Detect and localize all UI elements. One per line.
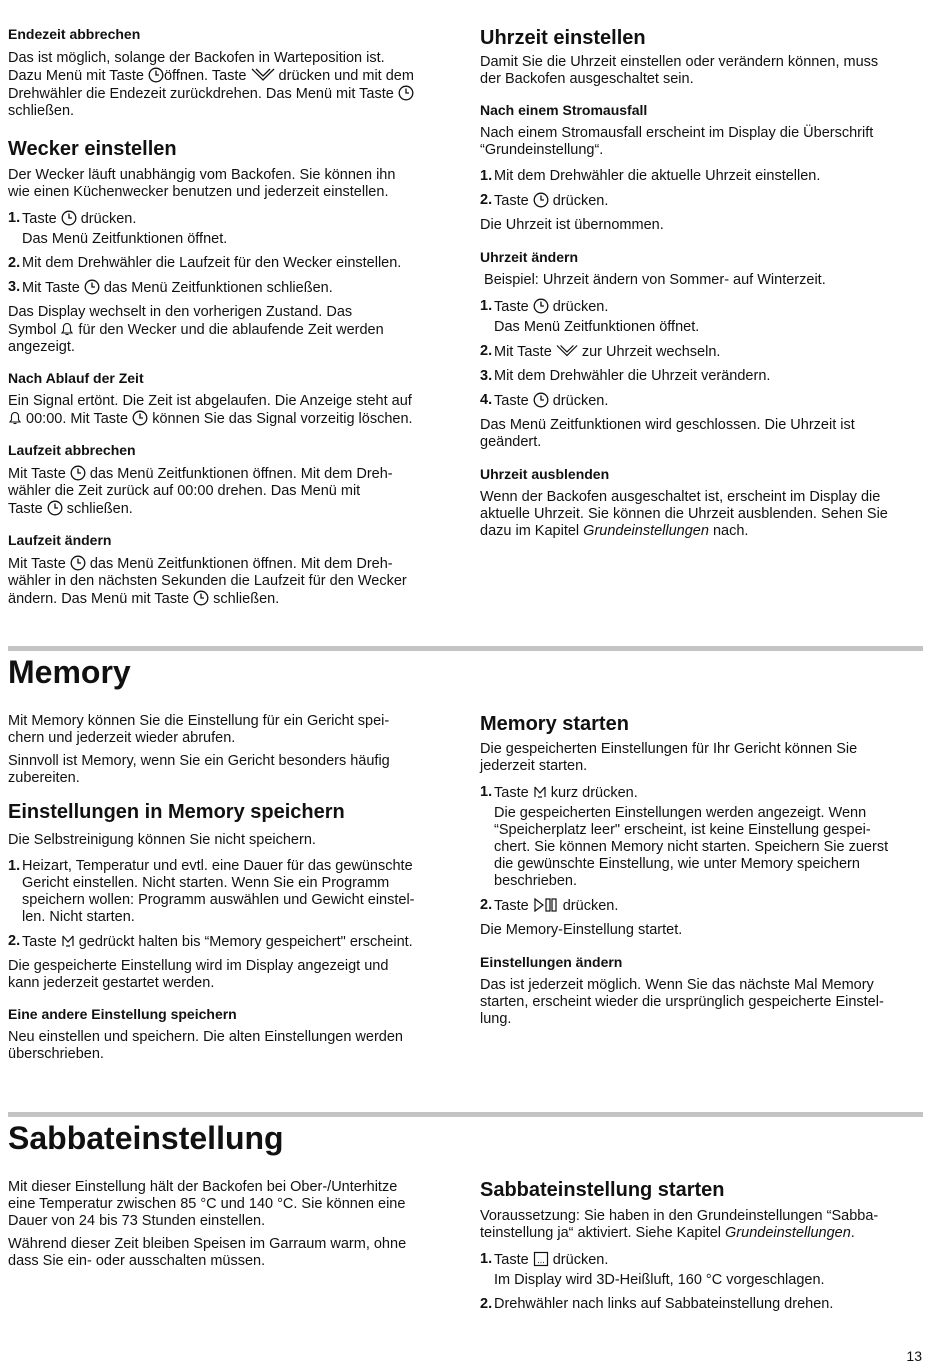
sabbat-right-column [480,1178,925,1313]
sabbat-starten-line-1: Voraussetzung: Sie haben in den Grundeinstellungen “Sabba- [480,1208,879,1224]
memory-m-icon [533,784,547,800]
heading-memory-speichern: Einstellungen in Memory speichern [8,801,345,823]
clock-icon [61,210,77,226]
andere-line-2: überschrieben. [8,1046,104,1062]
andere-line-1: Neu einstellen und speichern. Die alten Einstellungen werden [8,1029,403,1045]
strom-line-2: “Grundeinstellung“. [480,142,604,158]
speichern-step-1: 1. Heizart, Temperatur und evtl. eine Dauer für das gewünschte Gericht einstellen. Nicht starten. Wenn Sie ein Programm speichern wollen: Programm auswählen und Gewicht einstel- len. Nicht starten. [8,858,415,925]
speichern-step-2: 2. Taste gedrückt halten bis “Memory gespeichert" erscheint. [8,933,413,950]
clock-icon [70,555,86,571]
starten-line-2: jederzeit starten. [480,758,588,774]
sabbat-line-1: Mit dieser Einstellung hält der Backofen bei Ober-/Unterhitze [8,1179,398,1195]
memory-intro-3: Sinnvoll ist Memory, wenn Sie ein Gericht besonders häufig [8,753,390,769]
clock-icon [193,590,209,606]
memory-intro-1: Mit Memory können Sie die Einstellung für ein Gericht spei- [8,713,390,729]
heading-andere-einstellung: Eine andere Einstellung speichern [8,1006,237,1022]
clock-icon [148,67,164,83]
aendern-step-2: 2. Mit Taste zur Uhrzeit wechseln. [480,343,721,360]
heading-einstellungen-aendern: Einstellungen ändern [480,954,623,970]
heading-uhrzeit: Uhrzeit einstellen [480,27,646,49]
uhrzeit-line-1: Damit Sie die Uhrzeit einstellen oder verändern können, muss [480,54,879,70]
ausblenden-line-3: dazu im Kapitel Grundeinstellungen nach. [480,523,749,539]
wecker-step-1-result: Das Menü Zeitfunktionen öffnet. [22,231,228,247]
heading-uhrzeit-aendern: Uhrzeit ändern [480,249,579,265]
ablauf-line-1: Ein Signal ertönt. Die Zeit ist abgelaufen. Die Anzeige steht auf [8,393,412,409]
laufaend-line-2: wähler in den nächsten Sekunden die Laufzeit für den Wecker [8,573,407,589]
strom-step-1: 1. Mit dem Drehwähler die aktuelle Uhrzeit einstellen. [480,168,821,184]
heading-endezeit: Endezeit abbrechen [8,26,141,42]
aendern-intro: Beispiel: Uhrzeit ändern von Sommer- auf Winterzeit. [480,272,826,288]
sabbat-line-3: Dauer von 24 bis 73 Stunden einstellen. [8,1213,266,1229]
clock-icon [47,500,63,516]
laufabbr-line-3: Taste schließen. [8,501,133,517]
chevron-double-down-icon [556,343,578,359]
sabbat-line-5: dass Sie ein- oder ausschalten müssen. [8,1253,266,1269]
laufaend-line-3: ändern. Das Menü mit Taste schließen. [8,591,280,607]
speichern-after-1: Die gespeicherte Einstellung wird im Display angezeigt und [8,958,389,974]
strom-after: Die Uhrzeit ist übernommen. [480,217,664,233]
aendern-step-4: 4. Taste drücken. [480,392,609,409]
menu-box-icon [533,1251,549,1267]
memory-left-column [8,713,458,1063]
endezeit-line-2: Dazu Menü mit Taste öffnen. Taste drücken und mit dem [8,68,414,84]
heading-ausblenden: Uhrzeit ausblenden [480,466,610,482]
sabbat-line-2: eine Temperatur zwischen 85 °C und 140 °C. Sie können eine [8,1196,406,1212]
laufabbr-line-1: Mit Taste das Menü Zeitfunktionen öffnen. Mit dem Dreh- [8,466,393,482]
clock-icon [533,392,549,408]
speichern-after-2: kann jederzeit gestartet werden. [8,975,215,991]
heading-wecker: Wecker einstellen [8,138,177,160]
memory-intro-4: zubereiten. [8,770,80,786]
sabbat-step-1: 1. Taste drücken. [480,1251,609,1268]
clock-icon [533,192,549,208]
laufabbr-line-2: wähler die Zeit zurück auf 00:00 drehen. Das Menü mit [8,483,361,499]
wecker-intro-1: Der Wecker läuft unabhängig vom Backofen. Sie können ihn [8,167,396,183]
endezeit-line-3: Drehwähler die Endezeit zurückdrehen. Das Menü mit Taste [8,85,458,103]
laufaend-line-1: Mit Taste das Menü Zeitfunktionen öffnen. Mit dem Dreh- [8,556,393,572]
clock-icon [398,85,414,101]
wecker-display-1: Das Display wechselt in den vorherigen Zustand. Das [8,304,353,320]
section-divider-sabbat [8,1112,923,1117]
heading-stromausfall: Nach einem Stromausfall [480,102,648,118]
aendern-step-1-result: Das Menü Zeitfunktionen öffnet. [494,319,700,335]
mem-aendern-line-3: lung. [480,1011,512,1027]
wecker-intro-2: wie einen Küchenwecker benutzen und jederzeit einstellen. [8,184,389,200]
sabbat-line-4: Während dieser Zeit bleiben Speisen im Garraum warm, ohne [8,1236,407,1252]
clock-icon [533,298,549,314]
bell-icon [8,410,22,426]
uhrzeit-line-2: der Backofen ausgeschaltet sein. [480,71,694,87]
speichern-note: Die Selbstreinigung können Sie nicht speichern. [8,832,316,848]
mem-aendern-line-2: starten, erscheint wieder die ursprünglich gespeicherte Einstel- [480,994,884,1010]
heading-sabbat-starten: Sabbateinstellung starten [480,1179,725,1201]
heading-nach-ablauf: Nach Ablauf der Zeit [8,370,144,386]
wecker-step-2: 2. Mit dem Drehwähler die Laufzeit für den Wecker einstellen. [8,255,402,271]
sabbat-step-2: 2. Drehwähler nach links auf Sabbateinstellung drehen. [480,1296,834,1312]
endezeit-line-4: schließen. [8,103,75,119]
section-divider-memory [8,646,923,651]
ausblenden-line-1: Wenn der Backofen ausgeschaltet ist, erscheint im Display die [480,489,881,505]
clock-icon [84,279,100,295]
aendern-after-2: geändert. [480,434,542,450]
starten-step-1: 1. Taste kurz drücken. Die gespeicherten Einstellungen werden angezeigt. Wenn “Speicherplatz leer" erscheint, ist keine Einstellung gespei- chert. Sie können Memory nicht starten. Speichern Sie zuerst die gewünschte Einstellung, wie unter Memory speichern beschrieben. [480,784,889,889]
aendern-step-3: 3. Mit dem Drehwähler die Uhrzeit verändern. [480,368,771,384]
sabbat-starten-line-2: teinstellung ja“ aktiviert. Siehe Kapitel Grundeinstellungen. [480,1225,855,1241]
sabbat-step-1-result: Im Display wird 3D-Heißluft, 160 °C vorgeschlagen. [494,1272,825,1288]
ablauf-line-2: 00:00. Mit Taste können Sie das Signal vorzeitig löschen. [8,410,458,428]
heading-sabbateinstellung: Sabbateinstellung [8,1120,284,1156]
wecker-step-3: 3. Mit Taste das Menü Zeitfunktionen schließen. [8,279,333,296]
starten-after: Die Memory-Einstellung startet. [480,922,683,938]
mem-aendern-line-1: Das ist jederzeit möglich. Wenn Sie das nächste Mal Memory [480,977,874,993]
starten-line-1: Die gespeicherten Einstellungen für Ihr Gericht können Sie [480,741,858,757]
play-pause-icon [533,897,559,913]
clock-icon [70,465,86,481]
page-number: 13 [906,1348,922,1364]
heading-memory: Memory [8,654,131,690]
heading-laufzeit-abbrechen: Laufzeit abbrechen [8,442,136,458]
sabbat-left-column [8,1179,458,1270]
strom-line-1: Nach einem Stromausfall erscheint im Display die Überschrift [480,125,874,141]
starten-step-2: 2. Taste drücken. [480,897,619,914]
right-column-top [480,26,925,540]
memory-intro-2: chern und jederzeit wieder abrufen. [8,730,236,746]
bell-icon [60,321,74,337]
heading-laufzeit-aendern: Laufzeit ändern [8,532,112,548]
memory-m-icon [61,933,75,949]
aendern-step-1: 1. Taste drücken. [480,298,609,315]
wecker-step-1: 1. Taste drücken. [8,210,137,227]
memory-right-column [480,712,925,1028]
left-column-top [8,26,458,608]
aendern-after-1: Das Menü Zeitfunktionen wird geschlossen. Die Uhrzeit ist [480,417,855,433]
ausblenden-line-2: aktuelle Uhrzeit. Sie können die Uhrzeit ausblenden. Sehen Sie [480,506,888,522]
heading-memory-starten: Memory starten [480,713,629,735]
chevron-double-down-icon [251,67,275,83]
endezeit-line-1: Das ist möglich, solange der Backofen in Warteposition ist. [8,50,385,66]
strom-step-2: 2. Taste drücken. [480,192,609,209]
wecker-display-3: angezeigt. [8,339,75,355]
wecker-display-2: Symbol für den Wecker und die ablaufende Zeit werden [8,322,384,338]
clock-icon [132,410,148,426]
